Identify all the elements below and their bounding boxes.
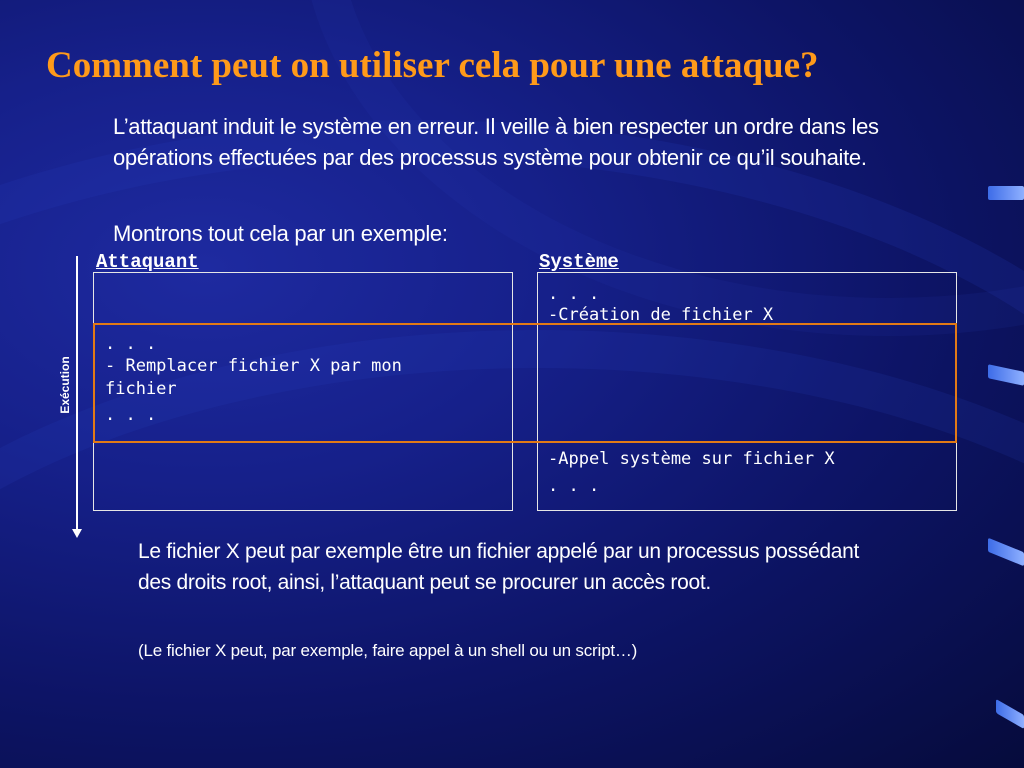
example-intro: Montrons tout cela par un exemple:	[113, 221, 448, 246]
attacker-step-line: fichier	[105, 379, 177, 399]
system-step-line: . . .	[548, 476, 600, 496]
edge-decoration	[988, 186, 1024, 200]
footnote: (Le fichier X peut, par exemple, faire appel à un shell ou un script…)	[138, 641, 638, 660]
race-window-highlight	[93, 323, 957, 443]
attacker-step-line: - Remplacer fichier X par mon	[105, 356, 402, 376]
attacker-column-header: Attaquant	[96, 251, 199, 273]
system-step-line: . . .	[548, 284, 600, 304]
execution-axis-label: Exécution	[58, 356, 72, 414]
execution-timeline	[76, 256, 78, 530]
intro-paragraph: L’attaquant induit le système en erreur. Il veille à bien respecter un ordre dans les opérations effectuées par des processus système pour obtenir ce qu’il souhaite.	[113, 114, 879, 170]
system-column-header: Système	[539, 251, 619, 273]
system-step-line: -Appel système sur fichier X	[548, 449, 835, 469]
arrow-down-icon	[72, 529, 82, 538]
conclusion-paragraph: Le fichier X peut par exemple être un fichier appelé par un processus possédant des droits root, ainsi, l’attaquant peut se procurer un accès root.	[138, 540, 860, 594]
slide-title: Comment peut on utiliser cela pour une attaque?	[46, 45, 819, 86]
attacker-step-line: . . .	[105, 334, 157, 354]
attacker-step-line: . . .	[105, 405, 157, 425]
system-step-line: -Création de fichier X	[548, 305, 774, 325]
